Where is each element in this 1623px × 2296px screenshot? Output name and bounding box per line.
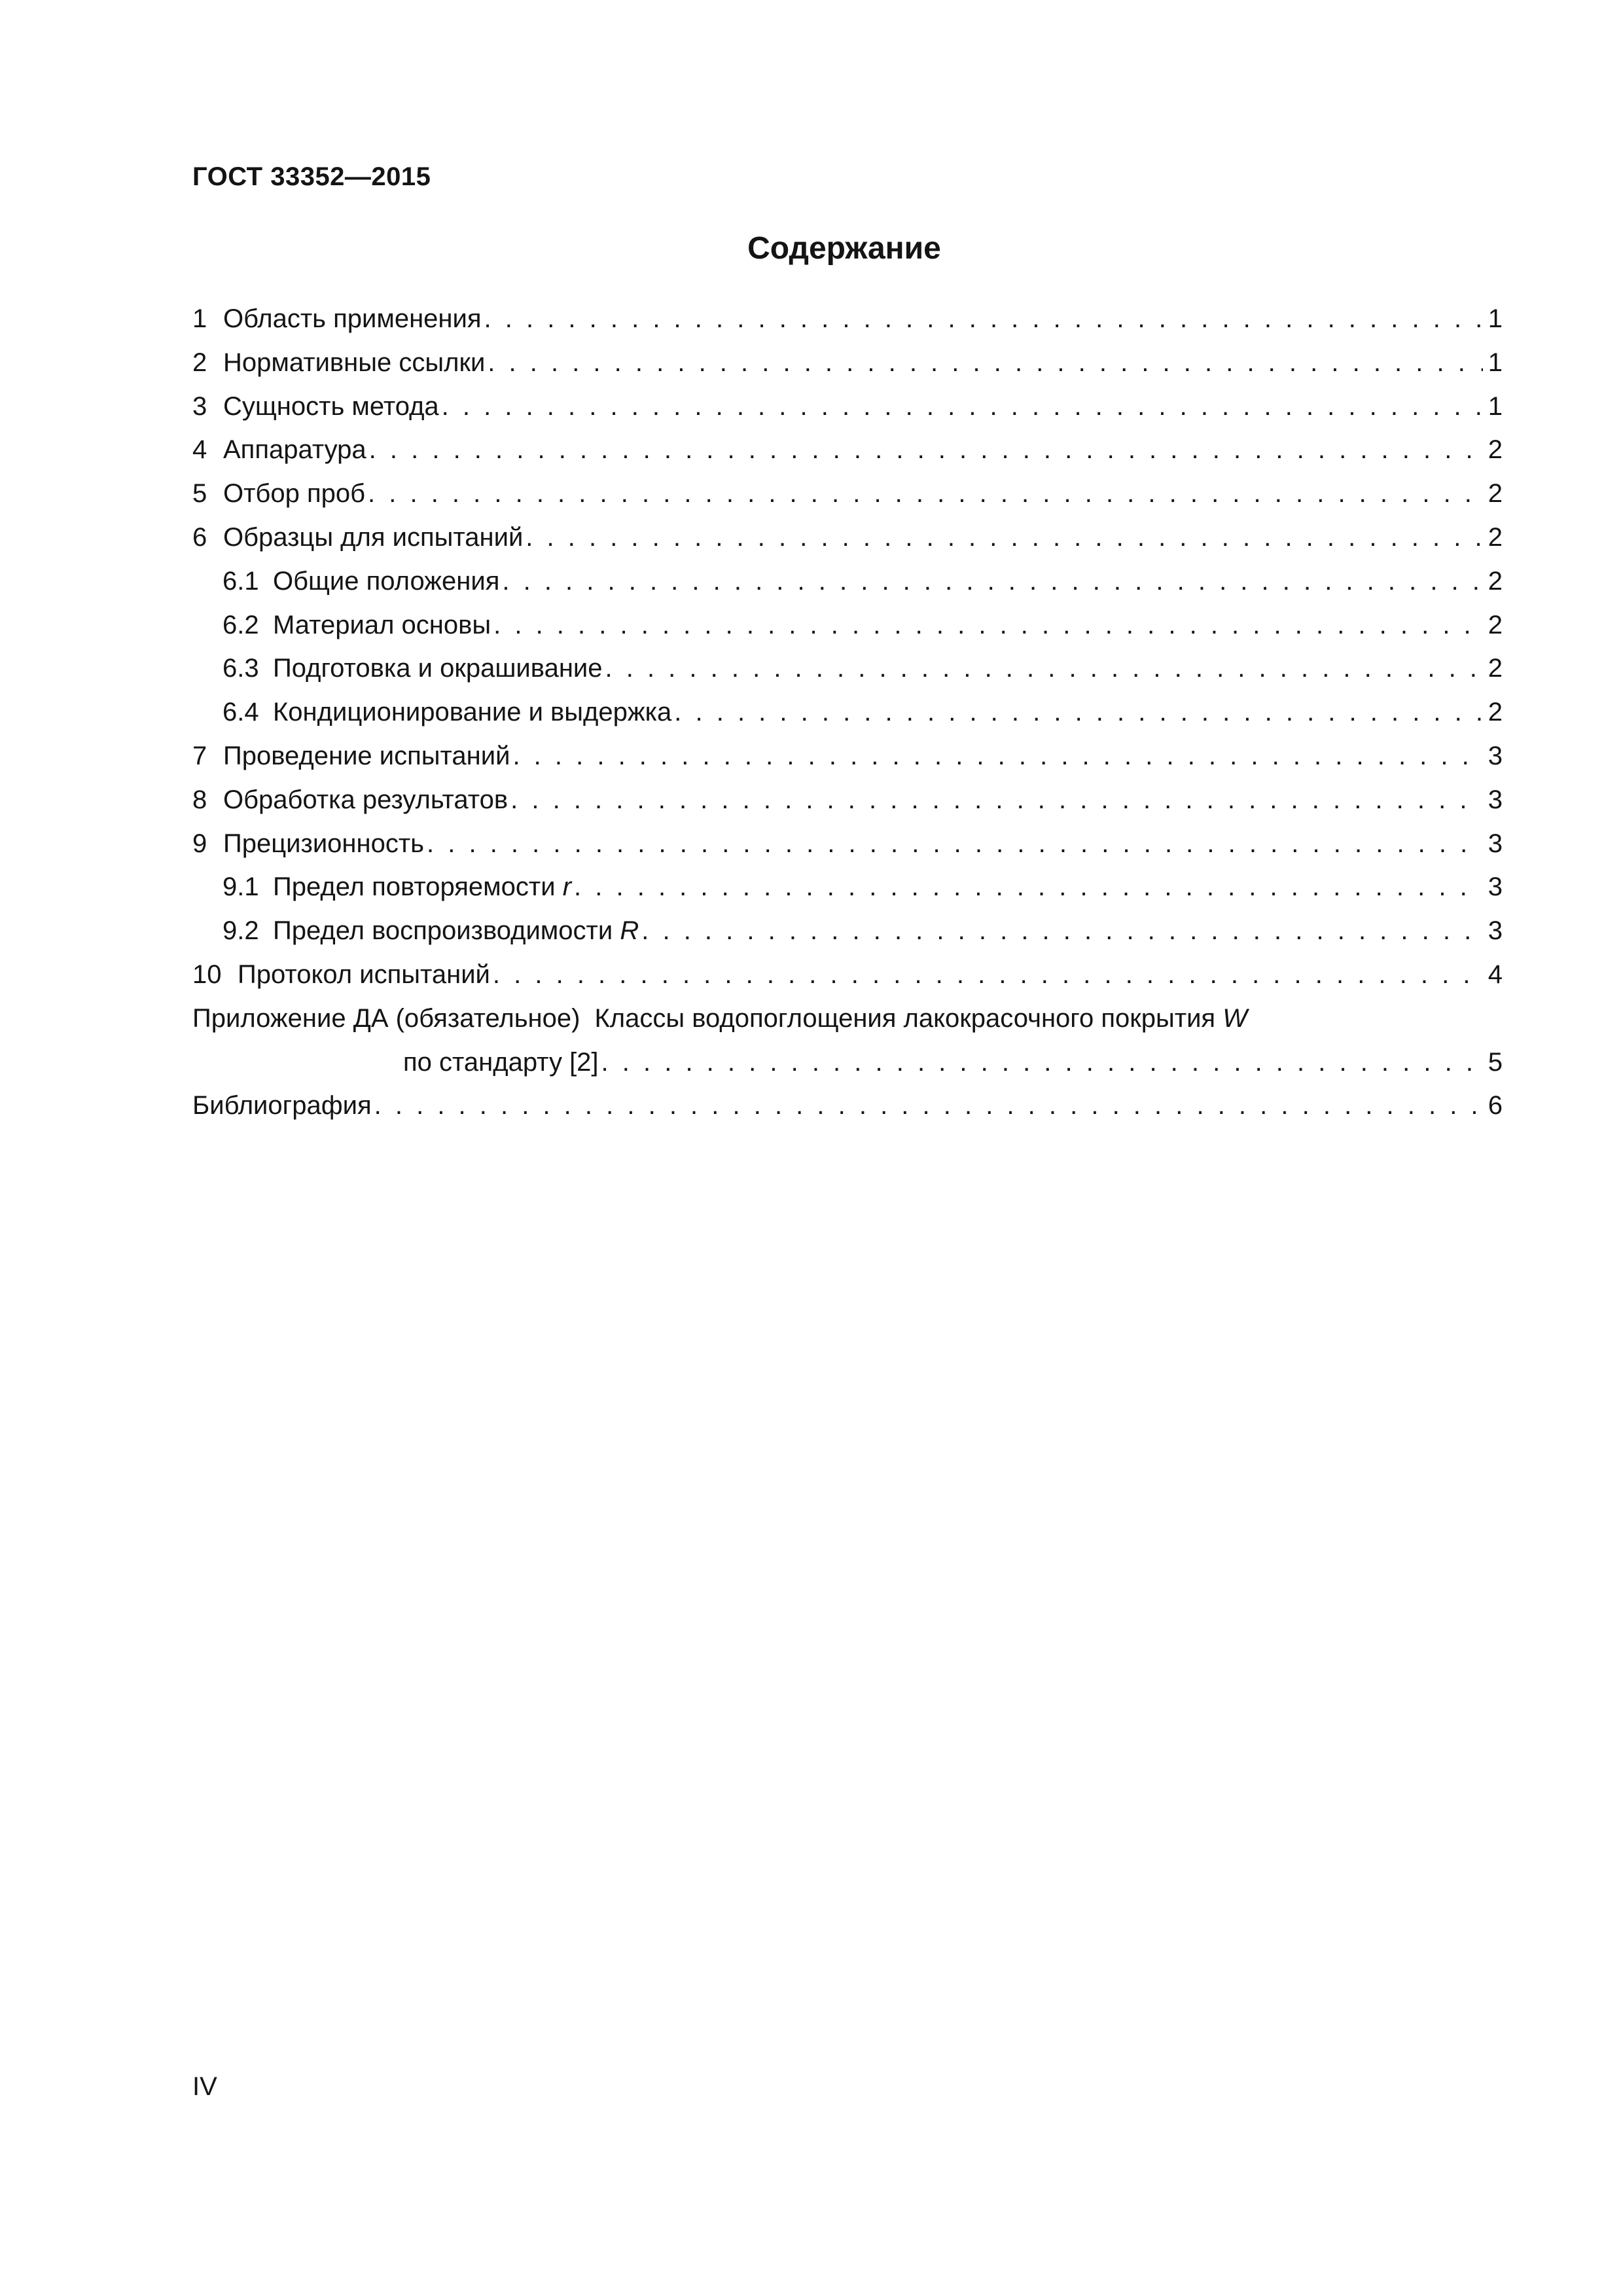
toc-item-title [273, 909, 639, 953]
toc-item-page: 3 [1488, 829, 1503, 858]
toc-item-8[interactable] [192, 778, 1503, 822]
toc-item-7[interactable] [192, 734, 1503, 778]
toc-leader-dots [601, 1041, 1483, 1085]
toc-leader-dots [641, 909, 1483, 953]
toc-leader-dots [510, 778, 1483, 822]
toc-item-5[interactable] [192, 472, 1503, 516]
symbol-r: r [562, 872, 572, 902]
toc-item-number: 1 [192, 304, 207, 333]
toc-item-title: Нормативные ссылки [223, 348, 486, 377]
toc-leader-dots [502, 560, 1483, 603]
toc-item-title: Сущность метода [223, 391, 439, 421]
toc-leader-dots [374, 1084, 1483, 1128]
toc-leader-dots [488, 341, 1483, 385]
toc-item-page: 3 [1488, 785, 1503, 814]
annex-title-continuation: по стандарту [2] [403, 1047, 599, 1077]
toc-item-title: Общие положения [273, 566, 500, 596]
toc-item-number: 3 [192, 391, 207, 421]
toc-item-number: 9.1 [223, 872, 259, 902]
toc-item-page: 4 [1488, 960, 1503, 989]
toc-item-title: Прецизионность [223, 829, 425, 858]
toc-leader-dots [526, 516, 1483, 560]
symbol-R: R [620, 916, 639, 946]
toc-item-number: 6.3 [223, 654, 259, 683]
toc-item-number: 6 [192, 522, 207, 552]
toc-title: Содержание [747, 231, 941, 266]
toc-leader-dots [512, 734, 1483, 778]
toc-item-page: 3 [1488, 872, 1503, 902]
toc-bibliography[interactable] [192, 1084, 1503, 1128]
toc-item-title: Проведение испытаний [223, 741, 510, 770]
toc-item-9[interactable] [192, 822, 1503, 866]
toc-item-title: Материал основы [273, 610, 491, 639]
toc-item-number: 7 [192, 741, 207, 770]
toc-item-number: 5 [192, 479, 207, 509]
toc-item-page: 3 [1488, 916, 1503, 946]
toc-annex-da-continuation[interactable] [192, 1041, 1503, 1085]
toc-item-title: Подготовка и окрашивание [273, 654, 603, 683]
toc-item-6-1[interactable] [192, 560, 1503, 603]
toc-item-number: 2 [192, 348, 207, 377]
toc-leader-dots [368, 472, 1483, 516]
toc-item-page: 5 [1488, 1047, 1503, 1077]
toc-item-page: 3 [1488, 741, 1503, 770]
toc-item-page: 2 [1488, 654, 1503, 683]
toc-item-1[interactable] [192, 297, 1503, 341]
toc-item-9-1[interactable] [192, 865, 1503, 909]
toc-item-title: Обработка результатов [223, 785, 508, 814]
annex-label: Приложение ДА (обязательное) [192, 1003, 580, 1033]
toc-leader-dots [427, 822, 1483, 866]
toc-item-page: 2 [1488, 435, 1503, 465]
page-number: IV [192, 2072, 217, 2101]
toc-item-title [273, 865, 571, 909]
toc-item-page: 6 [1488, 1091, 1503, 1121]
toc-item-page: 2 [1488, 566, 1503, 596]
toc-leader-dots [674, 691, 1483, 734]
toc-leader-dots [574, 865, 1483, 909]
toc-item-number: 9.2 [223, 916, 259, 946]
toc-item-title: Библиография [192, 1091, 372, 1121]
toc-item-page: 1 [1488, 348, 1503, 377]
toc-item-title: Аппаратура [223, 435, 366, 465]
toc-item-page: 1 [1488, 304, 1503, 333]
toc-item-3[interactable] [192, 385, 1503, 429]
toc-item-6-3[interactable] [192, 647, 1503, 691]
toc-item-title: Кондиционирование и выдержка [273, 698, 672, 727]
toc-item-number: 8 [192, 785, 207, 814]
toc-item-number: 10 [192, 960, 222, 989]
toc-leader-dots [605, 647, 1484, 691]
toc-item-6-4[interactable] [192, 691, 1503, 734]
toc-item-title: Область применения [223, 304, 482, 333]
toc-item-page: 2 [1488, 610, 1503, 639]
toc-leader-dots [369, 428, 1483, 472]
toc-leader-dots [493, 603, 1483, 647]
toc-item-page: 2 [1488, 698, 1503, 727]
document-id: ГОСТ 33352—2015 [192, 162, 431, 191]
annex-title: Классы водопоглощения лакокрасочного покрытия [594, 1003, 1216, 1033]
toc-item-6-2[interactable] [192, 603, 1503, 647]
toc-item-number: 6.4 [223, 698, 259, 727]
toc-annex-da[interactable] [192, 997, 1503, 1041]
symbol-W: W [1222, 1003, 1247, 1033]
toc-leader-dots [493, 953, 1483, 997]
toc-item-page: 1 [1488, 391, 1503, 421]
toc-leader-dots [484, 297, 1483, 341]
toc-item-2[interactable] [192, 341, 1503, 385]
toc-item-number: 9 [192, 829, 207, 858]
toc-item-4[interactable] [192, 428, 1503, 472]
toc-item-9-2[interactable] [192, 909, 1503, 953]
toc-item-6[interactable] [192, 516, 1503, 560]
table-of-contents [192, 297, 1503, 1128]
toc-item-10[interactable] [192, 953, 1503, 997]
toc-item-number: 4 [192, 435, 207, 465]
toc-item-number: 6.2 [223, 610, 259, 639]
toc-item-title-text: Предел повторяемости [273, 872, 556, 902]
toc-item-title: Отбор проб [223, 479, 366, 509]
toc-item-page: 2 [1488, 479, 1503, 509]
toc-item-title: Протокол испытаний [238, 960, 490, 989]
toc-leader-dots [442, 385, 1483, 429]
toc-item-title: Образцы для испытаний [223, 522, 524, 552]
toc-item-number: 6.1 [223, 566, 259, 596]
toc-item-page: 2 [1488, 522, 1503, 552]
toc-item-title-text: Предел воспроизводимости [273, 916, 613, 946]
